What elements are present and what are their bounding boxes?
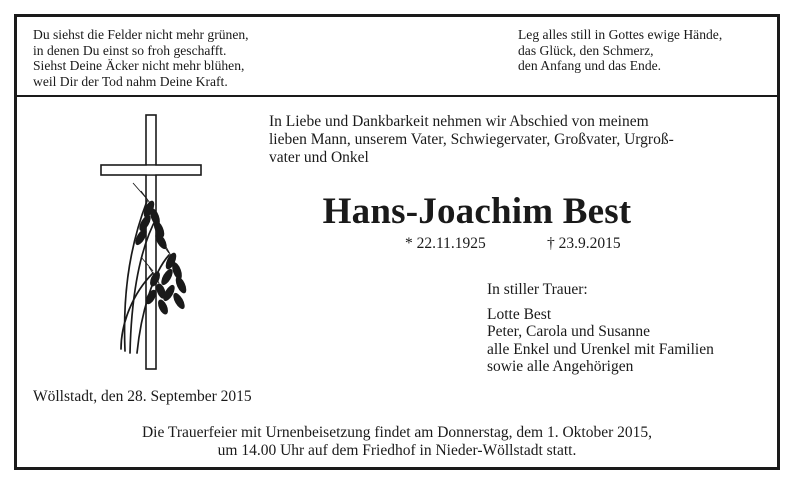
- divider-rule: [17, 95, 777, 97]
- poem-left-line: Siehst Deine Äcker nicht mehr blühen,: [33, 58, 245, 73]
- death-date: † 23.9.2015: [547, 235, 621, 252]
- mourner-line: alle Enkel und Urenkel mit Familien: [487, 340, 714, 358]
- obituary-frame: [14, 14, 780, 470]
- place-date: Wöllstadt, den 28. September 2015: [33, 388, 252, 405]
- funeral-line: um 14.00 Uhr auf dem Friedhof in Nieder-Wöllstadt statt.: [217, 441, 577, 459]
- poem-left-line: in denen Du einst so froh geschafft.: [33, 42, 227, 58]
- poem-left: [33, 27, 249, 89]
- poem-right-line: das Glück, den Schmerz,: [518, 42, 654, 58]
- mourner-line: Lotte Best: [487, 305, 552, 323]
- deceased-name: Hans-Joachim Best: [322, 191, 632, 232]
- funeral-line: Die Trauerfeier mit Urnenbeisetzung findet am Donnerstag, dem 1. Oktober 2015,: [141, 424, 653, 441]
- birth-date: * 22.11.1925: [405, 235, 486, 252]
- intro-line: In Liebe und Dankbarkeit nehmen wir Abschied von meinem: [269, 113, 649, 130]
- mourner-line: sowie alle Angehörigen: [487, 358, 634, 375]
- funeral-notice: [17, 424, 777, 459]
- cross-with-wheat-icon: [97, 113, 207, 371]
- mourners-block: [487, 281, 714, 376]
- mourners-heading: In stiller Trauer:: [487, 281, 588, 298]
- poem-right-line: Leg alles still in Gottes ewige Hände,: [518, 27, 723, 42]
- intro-text: [269, 113, 765, 167]
- intro-line: lieben Mann, unserem Vater, Schwiegervater, Großvater, Urgroß-: [269, 131, 674, 148]
- poem-left-line: Du siehst die Felder nicht mehr grünen,: [33, 27, 249, 42]
- poem-left-line: weil Dir der Tod nahm Deine Kraft.: [33, 73, 228, 89]
- intro-line: vater und Onkel: [269, 149, 369, 166]
- poem-right: [518, 27, 722, 74]
- poem-right-line: den Anfang und das Ende.: [518, 58, 662, 73]
- mourner-line: Peter, Carola und Susanne: [487, 323, 650, 340]
